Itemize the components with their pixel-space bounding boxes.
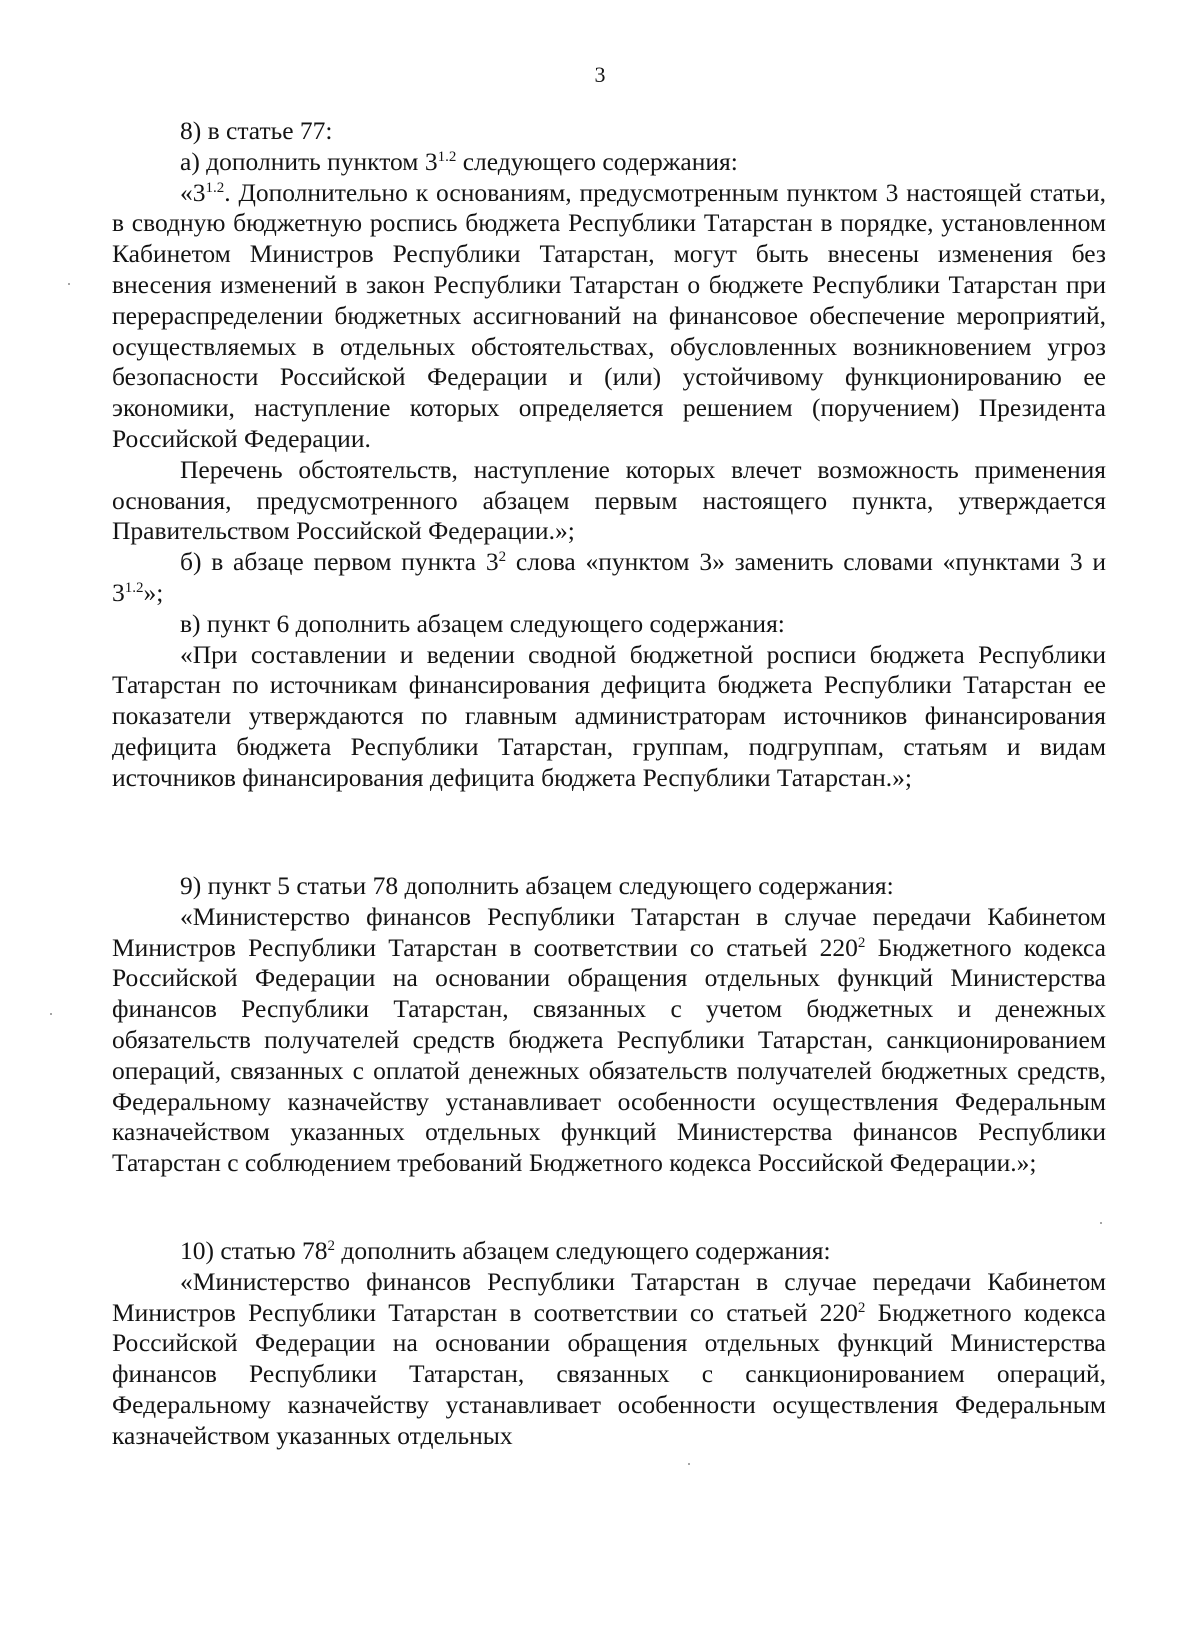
item8-a-intro-text: а) дополнить пунктом 3: [180, 146, 438, 176]
item8-b-sup-1: 2: [498, 549, 507, 566]
item8-b-text-1: б) в абзаце первом пункта 3: [180, 547, 499, 577]
item8-v-quote: «При составлении и ведении сводной бюджетной росписи бюджета Республики Татарстан по источникам финансирования дефицита бюджета Республики Татарстан ее показатели утверждаются по главным администраторам источников финансирования дефицита бюджета Республики Татарстан, группам, подгруппам, статьям и видам источников финансирования дефицита бюджета Республики Татарстан.»;: [112, 639, 1106, 792]
item10-quote-text-2: Бюджетного кодекса Российской Федерации на основании обращения отдельных функций Министерства финансов Республики Татарстан, связанных с санкционированием операций, Федеральному казначейству устанавливает особенности осуществления Федеральным казначейством указанных отдельных: [112, 1297, 1106, 1450]
scan-speck: [688, 1463, 690, 1465]
item8-a-intro: [112, 147, 1106, 178]
item8-a-intro-tail: следующего содержания:: [456, 146, 738, 176]
item9-quote-text-2: Бюджетного кодекса Российской Федерации на основании обращения отдельных функций Министерства финансов Республики Татарстан, связанных с учетом бюджетных и денежных обязательств получателей средств бюджета Республики Татарстан, санкционированием операций, связанных с оплатой денежных обязательств получателей бюджетных средств, Федеральному казначейству устанавливает особенности осуществления Федеральным казначейством указанных отдельных функций Министерства финансов Республики Татарстан с соблюдением требований Бюджетного кодекса Российской Федерации.»;: [112, 932, 1106, 1178]
section-item-9: [112, 871, 1106, 1179]
section-item-10: [112, 1236, 1106, 1452]
page-number: 3: [594, 62, 606, 87]
item8-v-intro: в) пункт 6 дополнить абзацем следующего содержания:: [180, 608, 785, 638]
item10-quote-text-1: «Министерство финансов Республики Татарстан в случае передачи Кабинетом Министров Республики Татарстан в соответствии со статьей 220: [112, 1266, 1106, 1327]
item8-a-quote-text: . Дополнительно к основаниям, предусмотренным пунктом 3 настоящей статьи, в сводную бюджетную роспись бюджета Республики Татарстан в порядке, установленном Кабинетом Министров Республики Татарстан, могут быть внесены изменения без внесения изменений в закон Республики Татарстан о бюджете Республики Татарстан при перераспределении бюджетных ассигнований на финансовое обеспечение мероприятий, осуществляемых в отдельных обстоятельствах, обусловленных возникновением угроз безопасности Российской Федерации и (или) устойчивому функционированию ее экономики, наступление которых определяется решением (поручением) Президента Российской Федерации.: [112, 177, 1106, 453]
item9-intro: 9) пункт 5 статьи 78 дополнить абзацем следующего содержания:: [180, 871, 894, 900]
item8-b-text-3: »;: [143, 577, 164, 607]
item8-a-quote-sup: 1.2: [205, 179, 225, 196]
item8-a-quote-open: «3: [180, 177, 206, 207]
item8-b-sup-2: 1.2: [124, 579, 144, 596]
item8-list-paragraph: Перечень обстоятельств, наступление которых влечет возможность применения основания, предусмотренного абзацем первым настоящего пункта, утверждается Правительством Российской Федерации.»;: [112, 454, 1106, 546]
item10-intro-sup: 2: [327, 1238, 335, 1254]
item9-quote-sup: 2: [857, 934, 866, 951]
item10-intro: [112, 1236, 1106, 1267]
item8-b: [112, 547, 1106, 609]
scan-speck: [50, 1013, 52, 1015]
item10-intro-text-1: 10) статью 78: [180, 1236, 328, 1265]
item9-quote-text-1: «Министерство финансов Республики Татарстан в случае передачи Кабинетом Министров Республики Татарстан в соответствии со статьей 220: [112, 901, 1106, 962]
item10-quote-sup: 2: [857, 1299, 866, 1316]
item8-a-quote: [112, 178, 1106, 455]
item9-quote: [112, 902, 1106, 1179]
section-item-8: [112, 116, 1106, 794]
item10-quote: [112, 1267, 1106, 1452]
item8-intro: 8) в статье 77:: [180, 116, 333, 145]
scan-speck: [1100, 1222, 1102, 1224]
scan-speck: [68, 283, 70, 285]
item8-a-intro-sup: 1.2: [437, 148, 457, 165]
item8-b-text-2: слова «пунктом 3» заменить словами «пунктами 3 и 3: [112, 547, 1106, 607]
item10-intro-text-2: дополнить абзацем следующего содержания:: [335, 1236, 831, 1265]
